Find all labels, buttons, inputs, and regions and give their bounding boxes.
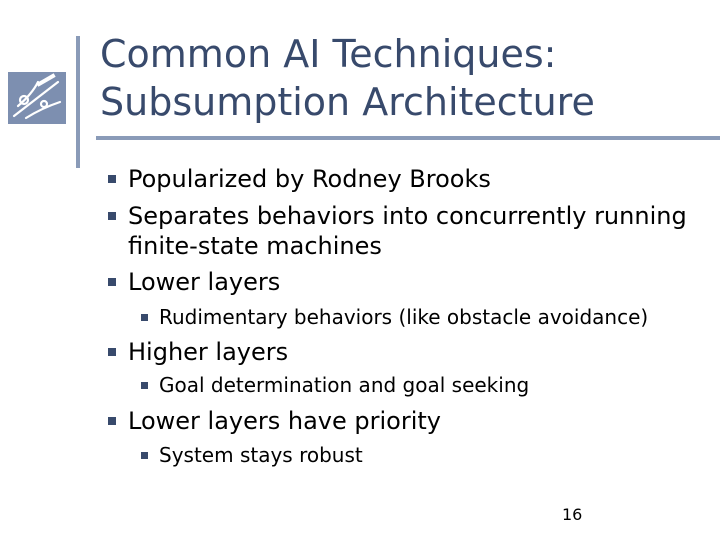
page-number: 16: [562, 505, 583, 524]
bullet-text: Popularized by Rodney Brooks: [128, 165, 491, 193]
title-line-2: Subsumption Architecture: [100, 80, 595, 124]
sub-bullet-text: Goal determination and goal seeking: [159, 373, 530, 397]
satellite-logo-icon: [8, 72, 66, 124]
square-bullet-icon: [108, 212, 116, 220]
accent-vertical-bar: [76, 36, 80, 168]
square-bullet-icon: [141, 382, 148, 389]
square-bullet-icon: [108, 417, 116, 425]
square-bullet-icon: [141, 452, 148, 459]
bullet-item: [128, 201, 687, 261]
bullet-text: Higher layers: [128, 338, 289, 366]
square-bullet-icon: [108, 175, 116, 183]
sub-bullet-text: System stays robust: [159, 443, 363, 467]
sub-bullet-item: [159, 442, 363, 468]
bullet-item: [128, 164, 491, 194]
slide-title: [100, 30, 700, 126]
bullet-text: Lower layers have priority: [128, 407, 441, 435]
bullet-item: [128, 267, 280, 297]
sub-bullet-item: [159, 372, 529, 398]
title-line-1: Common AI Techniques:: [100, 32, 557, 76]
accent-horizontal-bar: [96, 136, 720, 140]
square-bullet-icon: [108, 278, 116, 286]
sub-bullet-text: Rudimentary behaviors (like obstacle avoidance): [159, 305, 649, 329]
bullet-text: Lower layers: [128, 268, 281, 296]
square-bullet-icon: [141, 314, 148, 321]
bullet-text-line-2: finite-state machines: [128, 232, 382, 260]
bullet-text-line-1: Separates behaviors into concurrently running: [128, 202, 687, 230]
square-bullet-icon: [108, 348, 116, 356]
bullet-item: [128, 406, 441, 436]
sub-bullet-item: [159, 304, 648, 330]
bullet-item: [128, 337, 288, 367]
